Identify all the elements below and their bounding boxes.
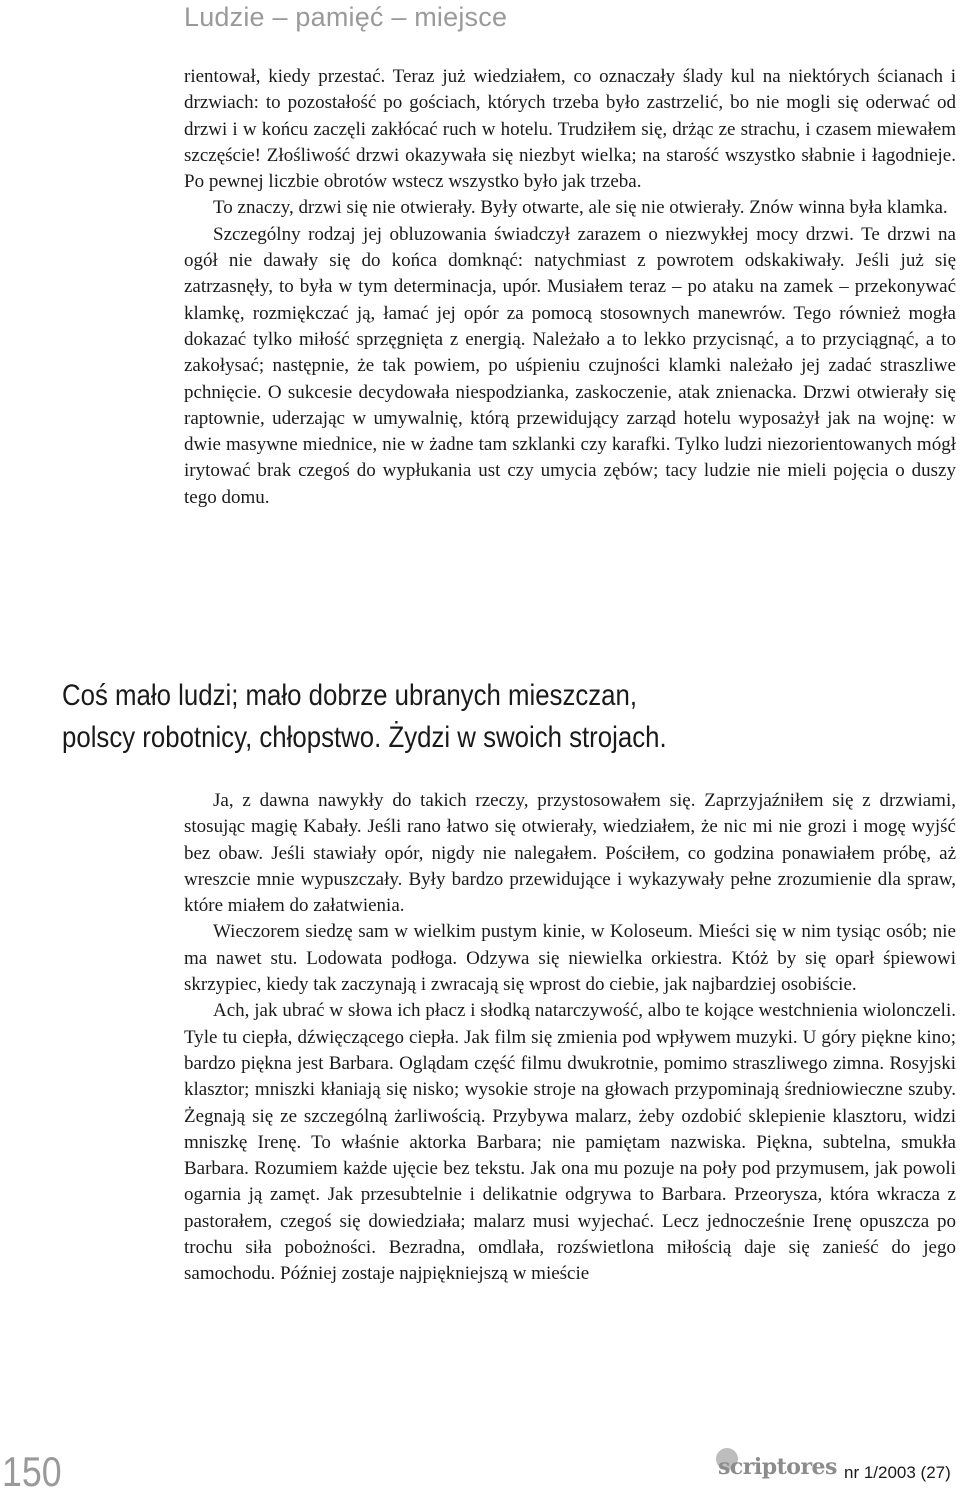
journal-logo	[716, 1446, 837, 1486]
paragraph: rientował, kiedy przestać. Teraz już wiedziałem, co oznaczały ślady kul na niektórych ścianach i drzwiach: to pozostałość po gościach, których trzeba było zastrzelić, bo nie mogli się oderwać od drzwi i w końcu zaczęli zakłócać ruch w hotelu. Trudziłem się, drżąc ze strachu, i czasem miewałem szczęście! Złośliwość drzwi okazywała się niezbyt wielka; na starość wszystko słabnie i łagodnieje. Po pewnej liczbie obrotów wstecz wszystko było jak trzeba.	[184, 66, 956, 193]
page-number: 150	[2, 1448, 62, 1495]
paragraph: Wieczorem siedzę sam w wielkim pustym kinie, w Koloseum. Mieści się w nim tysiąc osób; nie ma nawet stu. Lodowata podłoga. Odzywa się niewielka orkiestra. Któż by się oparł śpiewowi skrzypiec, kiedy tak zaczynają i zwracają się wprost do ciebie, jak najbardziej osobiście.	[184, 921, 956, 996]
issue-label: nr 1/2003 (27)	[844, 1463, 951, 1482]
paragraph: To znaczy, drzwi się nie otwierały. Były otwarte, ale się nie otwierały. Znów winna była klamka.	[213, 197, 948, 219]
pull-quote	[62, 675, 827, 759]
pull-quote-line: polscy robotnicy, chłopstwo. Żydzi w swoich strojach.	[62, 721, 667, 754]
paragraph: Ja, z dawna nawykły do takich rzeczy, przystosowałem się. Zaprzyjaźniłem się z drzwiami, stosując magię Kabały. Jeśli rano łatwo się otwierały, wiedziałem, że nic mi nie grozi i mogę wyjść bez obaw. Jeśli stawiały opór, nigdy nie nalegałem. Pościłem, co godzina ponawiałem próbę, aż wreszcie mnie wypuszczały. Były bardzo przewidujące i wykazywały pełne zrozumienie dla spraw, które miałem do załatwienia.	[184, 790, 956, 917]
body-text-lower	[184, 788, 956, 1288]
logo-text: scriptores	[718, 1454, 837, 1480]
running-head: Ludzie – pamięć – miejsce	[184, 2, 508, 32]
body-text-upper	[184, 64, 956, 511]
pull-quote-line: Coś mało ludzi; mało dobrze ubranych mieszczan,	[62, 679, 638, 712]
paragraph: Szczególny rodzaj jej obluzowania świadczył zarazem o niezwykłej mocy drzwi. Te drzwi na ogół nie dawały się do końca domknąć: natychmiast z powrotem odskakiwały. Jeśli już się zatrzasnęły, to była w tym determinacja, upór. Musiałem teraz – po ataku na zamek – przekonywać klamkę, rozmiękczać ją, łamać jej opór za pomocą stosownych manewrów. Tego również mogła dokazać tylko miłość sprzęgnięta z energią. Należało a to lekko przycisnąć, a to przyciągnąć, a to zakołysać; następnie, że tak powiem, po uśpieniu czujności klamki należało jej zadać straszliwe pchnięcie. O sukcesie decydowała niespodzianka, zaskoczenie, atak znienacka. Drzwi otwierały się raptownie, uderzając w umywalnię, którą przewidujący zarząd hotelu wyposażył jak na wojnę: w dwie masywne miednice, nie w żadne tam szklanki czy karafki. Tylko ludzi niezorientowanych mógł irytować brak czegoś do wypłukania ust czy umycia zębów; tacy ludzie nie mieli pojęcia o duszy tego domu.	[184, 223, 956, 508]
paragraph: Ach, jak ubrać w słowa ich płacz i słodką natarczywość, albo te kojące westchnienia wiolonczeli. Tyle tu ciepła, dźwięczącego ciepła. Jak film się zmienia pod wpływem muzyki. U góry piękne kino; bardzo piękna jest Barbara. Oglądam część filmu dwukrotnie, pomimo straszliwego zimna. Rosyjski klasztor; mniszki kłaniają się nisko; wysokie stroje na głowach przypominają średniowieczne szuby. Żegnają się ze szczególną żarliwością. Przybywa malarz, żeby ozdobić sklepienie klasztoru, widzi mniszkę Irenę. To właśnie aktorka Barbara; nie pamiętam nazwiska. Piękna, subtelna, smukła Barbara. Rozumiem każde ujęcie bez tekstu. Jak ona mu pozuje na poły pod przymusem, jak powoli ogarnia ją zamęt. Jak przesubtelnie i delikatnie odgrywa to Barbara. Przeorysza, która wkracza z pastorałem, czegoś się dowiedziała; malarz musi wyjechać. Lecz jednocześnie Irenę opuszcza po trochu siła pobożności. Bezradna, omdlała, rozświetlona miłością daje się zanieść do jego samochodu. Później zostaje najpiękniejszą w mieście	[184, 1000, 956, 1285]
